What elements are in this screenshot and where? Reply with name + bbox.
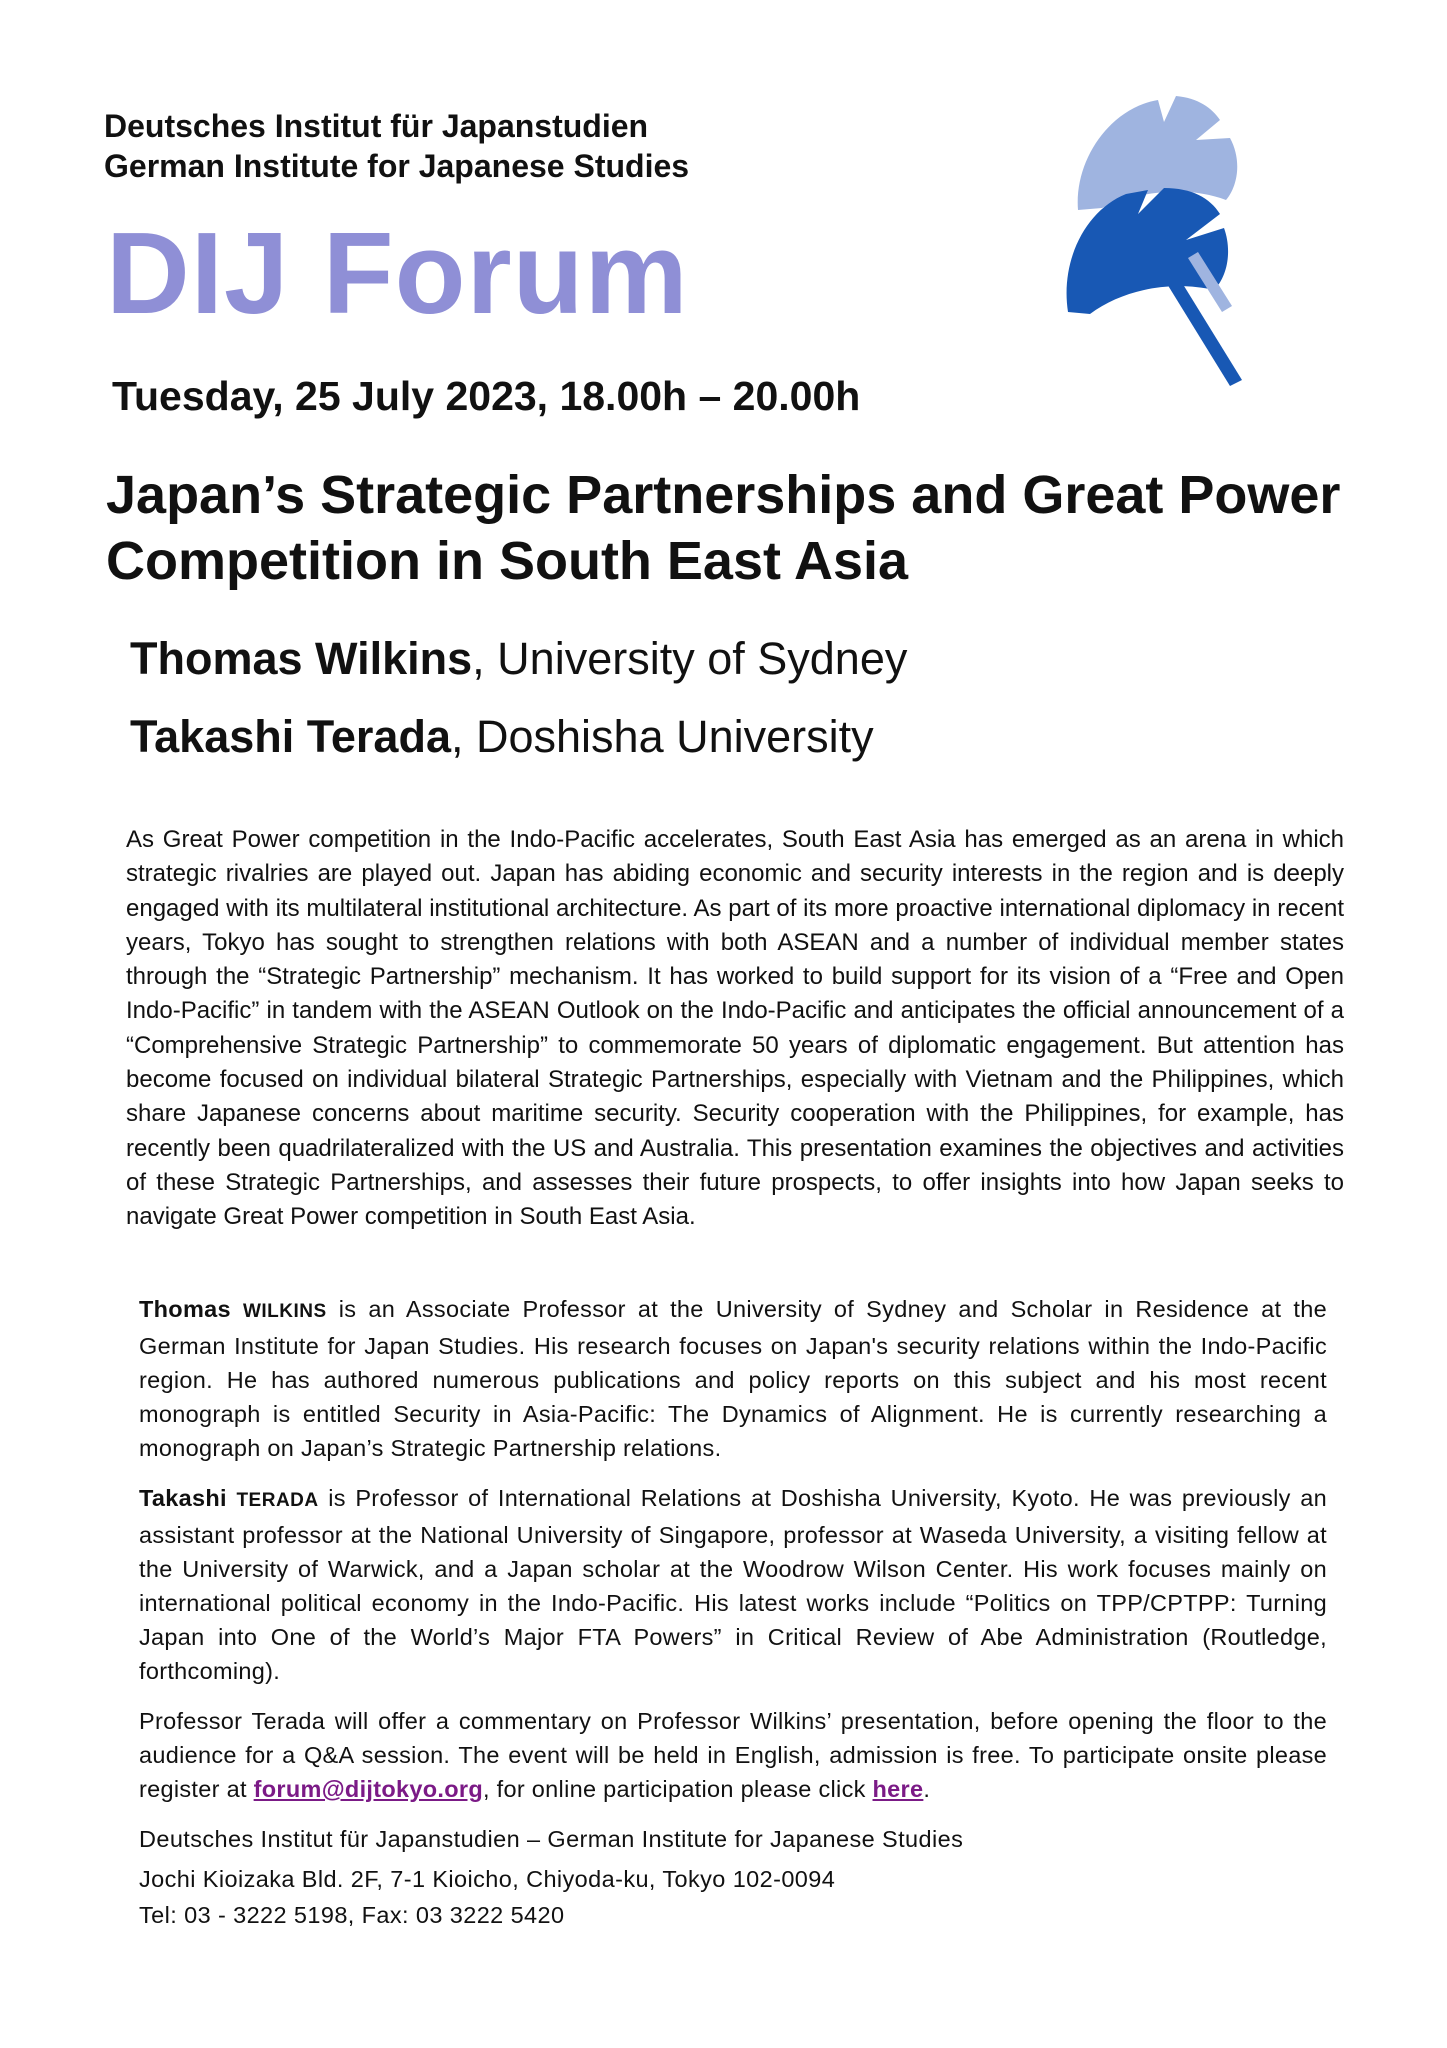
event-abstract: As Great Power competition in the Indo-Pacific accelerates, South East Asia has emerged as an arena in which strategic rivalries are played out. Japan has abiding economic and security interests in the region and is deeply engaged with its multilateral institutional architecture. As part of its more proactive international diplomacy in recent years, Tokyo has sought to strengthen relations with both ASEAN and a number of individual member states through the “Strategic Partnership” mechanism. It has worked to build support for its vision of a “Free and Open Indo-Pacific” in tandem with the ASEAN Outlook on the Indo-Pacific and anticipates the official announcement of a “Comprehensive Strategic Partnership” to commemorate 50 years of diplomatic engagement. But attention has become focused on individual bilateral Strategic Partnerships, especially with Vietnam and the Philippines, which share Japanese concerns about maritime security. Security cooperation with the Philippines, for example, has recently been quadrilateralized with the US and Australia. This presentation examines the objectives and activities of these Strategic Partnerships, and assesses their future prospects, to offer insights into how Japan seeks to navigate Great Power competition in South East Asia. <box>126 826 1344 1231</box>
speaker-bio-wilkins <box>139 1292 1327 1465</box>
institute-name-english: German Institute for Japanese Studies <box>104 148 690 184</box>
participation-text: , for online participation please click <box>483 1776 873 1802</box>
register-email-link[interactable]: forum@dijtokyo.org <box>253 1776 483 1802</box>
speaker-affiliation: , University of Sydney <box>472 633 908 684</box>
speaker-line <box>130 632 907 686</box>
institute-name-german: Deutsches Institut für Japanstudien <box>104 108 649 144</box>
event-date-time: Tuesday, 25 July 2023, 18.00h – 20.00h <box>112 373 861 419</box>
participation-text: Professor Terada will offer a commentary on Professor Wilkins’ presentation, before opening the floor to the audience for a Q&A session. The event will be held in English, admission is free. To participate onsite please register at <box>139 1708 1327 1802</box>
ginkgo-light-leaf-icon <box>1078 96 1238 210</box>
bio-text: is an Associate Professor at the University of Sydney and Scholar in Residence at the German Institute for Japan Studies. His research focuses on Japan's security relations within the Indo-Pacific region. He has authored numerous publications and policy reports on this subject and his most recent monograph is entitled Security in Asia-Pacific: The Dynamics of Alignment. He is currently researching a monograph on Japan’s Strategic Partnership relations. <box>139 1296 1327 1461</box>
speaker-affiliation: , Doshisha University <box>450 711 874 762</box>
bio-first-name: Thomas <box>139 1296 231 1322</box>
participation-text: . <box>923 1776 931 1802</box>
footer-contact: Tel: 03 - 3222 5198, Fax: 03 3222 5420 <box>139 1902 565 1928</box>
bio-first-name: Takashi <box>139 1485 227 1511</box>
speaker-line <box>130 710 874 764</box>
forum-title: DIJ Forum <box>106 208 689 338</box>
participation-info <box>139 1704 1327 1806</box>
speaker-name: Thomas Wilkins <box>130 633 473 684</box>
ginkgo-leaves-logo <box>1060 90 1260 390</box>
footer-address: Jochi Kioizaka Bld. 2F, 7-1 Kioicho, Chiyoda-ku, Tokyo 102-0094 <box>139 1866 836 1892</box>
bio-last-name: WILKINS <box>242 1301 327 1322</box>
bio-last-name: TERADA <box>236 1490 319 1511</box>
footer-institute: Deutsches Institut für Japanstudien – German Institute for Japanese Studies <box>139 1826 964 1852</box>
speaker-bio-terada <box>139 1481 1327 1688</box>
bio-text: is Professor of International Relations at Doshisha University, Kyoto. He was previously an assistant professor at the National University of Singapore, professor at Waseda University, a visiting fellow at the University of Warwick, and a Japan scholar at the Woodrow Wilson Center. His work focuses mainly on international political economy in the Indo-Pacific. His latest works include “Politics on TPP/CPTPP: Turning Japan into One of the World’s Major FTA Powers” in Critical Review of Abe Administration (Routledge, forthcoming). <box>139 1485 1327 1684</box>
online-participation-link[interactable]: here <box>872 1776 924 1802</box>
speaker-name: Takashi Terada <box>130 711 451 762</box>
event-title: Japan’s Strategic Partnerships and Great Power Competition in South East Asia <box>106 465 1341 591</box>
